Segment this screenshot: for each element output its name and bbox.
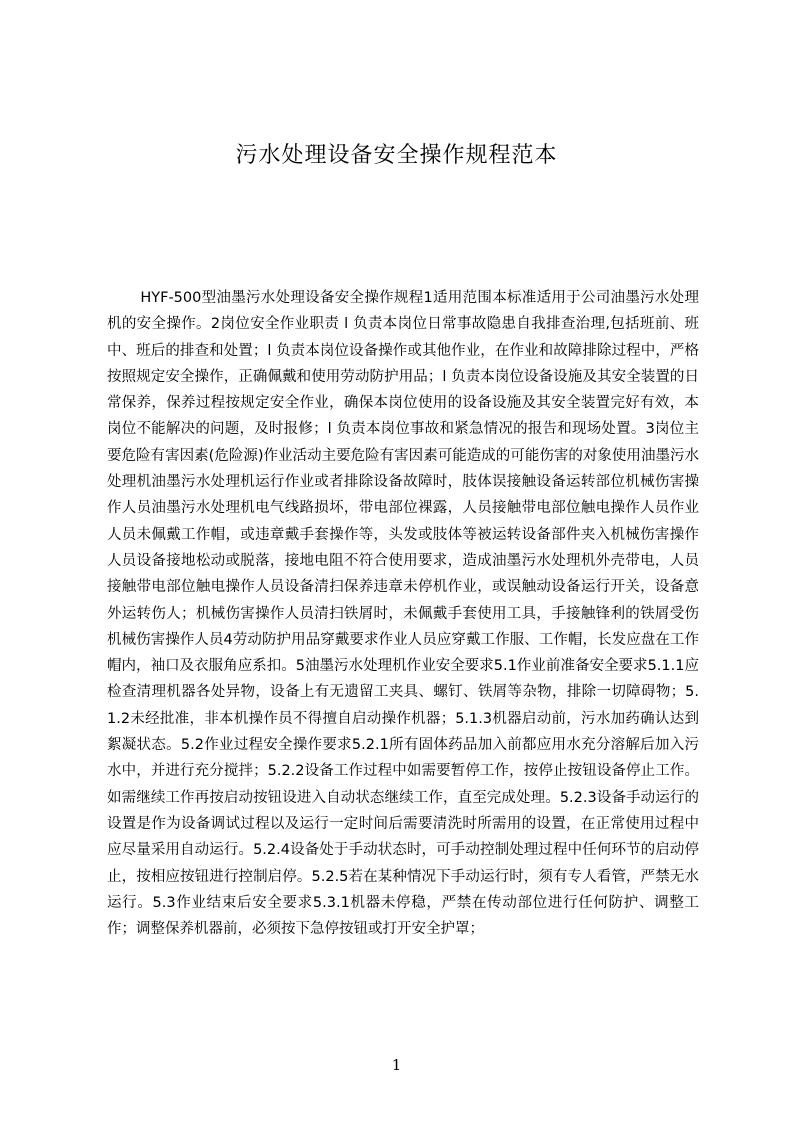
body-paragraph: HYF-500型油墨污水处理设备安全操作规程1适用范围本标准适用于公司油墨污水处理机的安全操作。2岗位安全作业职责 l 负责本岗位日常事故隐患自我排查治理,包括班前、班中、班后的排查和处置；l 负责本岗位设备操作或其他作业，在作业和故障排除过程中，严格按照规定安全操作，正确佩戴和使用劳动防护用品；l 负责本岗位设备设施及其安全装置的日常保养，保养过程按规定安全作业，确保本岗位使用的设备设施及其安全装置完好有效，本岗位不能解决的问题，及时报修；l 负责本岗位事故和紧急情况的报告和现场处置。3岗位主要危险有害因素(危险源)作业活动主要危险有害因素可能造成的可能伤害的对象使用油墨污水处理机油墨污水处理机运行作业或者排除设备故障时，肢体误接触设备运转部位机械伤害操作人员油墨污水处理机电气线路损坏，带电部位裸露，人员接触带电部位触电操作人员作业人员未佩戴工作帽，或违章戴手套操作等，头发或肢体等被运转设备部件夹入机械伤害操作人员设备接地松动或脱落，接地电阻不符合使用要求，造成油墨污水处理机外壳带电，人员接触带电部位触电操作人员设备清扫保养违章未停机作业，或误触动设备运行开关，设备意外运转伤人；机械伤害操作人员清扫铁屑时，未佩戴手套使用工具，手接触锋利的铁屑受伤机械伤害操作人员4劳动防护用品穿戴要求作业人员应穿戴工作服、工作帽，长发应盘在工作帽内，袖口及衣服角应系扣。5油墨污水处理机作业安全要求5.1作业前准备安全要求5.1.1应检查清理机器各处异物，设备上有无遗留工夹具、螺钉、铁屑等杂物，排除一切障碍物；5.1.2未经批准，非本机操作员不得擅自启动操作机器；5.1.3机器启动前，污水加药确认达到絮凝状态。5.2作业过程安全操作要求5.2.1所有固体药品加入前都应用水充分溶解后加入污水中，并进行充分搅拌；5.2.2设备工作过程中如需要暂停工作，按停止按钮设备停止工作。如需继续工作再按启动按钮设进入自动状态继续工作，直至完成处理。5.2.3设备手动运行的设置是作为设备调试过程以及运行一定时间后需要清洗时所需用的设置，在正常使用过程中应尽量采用自动运行。5.2.4设备处于手动状态时，可手动控制处理过程中任何环节的启动停止，按相应按钮进行控制启停。5.2.5若在某种情况下手动运行时，须有专人看管，严禁无水运行。5.3作业结束后安全要求5.3.1机器未停稳，严禁在传动部位进行任何防护、调整工作；调整保养机器前，必须按下急停按钮或打开安全护罩； bbox=[107, 290, 699, 938]
document-title: 污水处理设备安全操作规程范本 bbox=[235, 143, 558, 168]
page-number: 1 bbox=[391, 1056, 402, 1074]
